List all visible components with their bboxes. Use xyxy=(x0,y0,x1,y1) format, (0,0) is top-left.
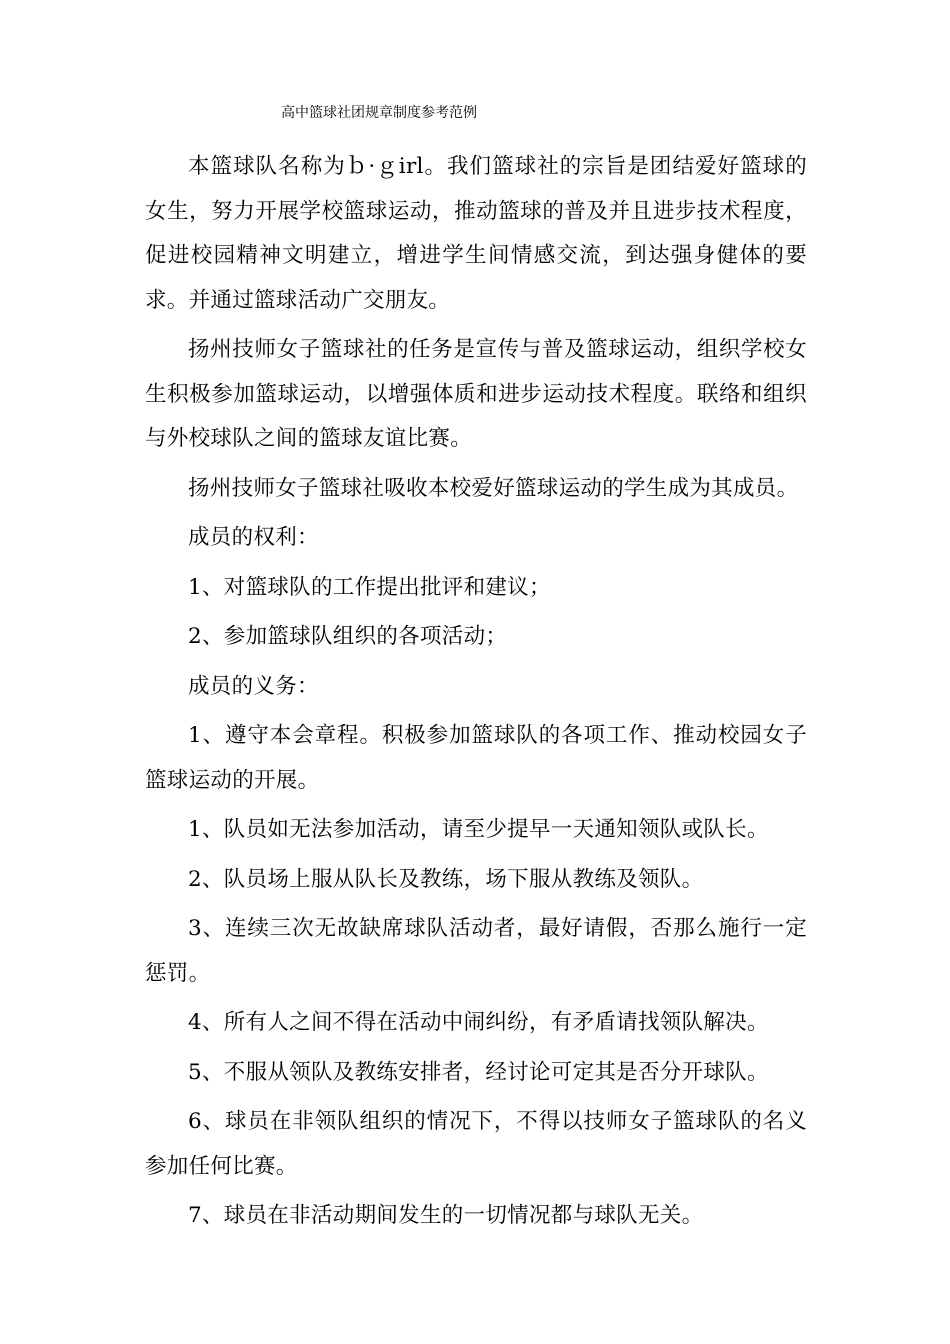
paragraph-membership: 扬州技师女子篮球社吸收本校爱好篮球运动的学生成为其成员。 xyxy=(188,475,799,501)
heading-member-rights: 成员的权利： xyxy=(188,525,319,550)
document-body xyxy=(145,145,807,1244)
paragraph-purpose: 本篮球队名称为ｂ·ｇirl。我们篮球社的宗旨是团结爱好篮球的女生，努力开展学校篮球运动，推动篮球的普及并且进步技术程度，促进校园精神文明建立，增进学生间情感交流，到达强身健体的要求。并通过篮球活动广交朋友。 xyxy=(145,154,807,313)
rule-item-2: 2、队员场上服从队长及教练，场下服从教练及领队。 xyxy=(188,866,704,892)
rule-item-7: 7、球员在非活动期间发生的一切情况都与球队无关。 xyxy=(188,1203,704,1228)
document-title: 高中篮球社团规章制度参考范例 xyxy=(281,105,477,121)
heading-member-duties: 成员的义务： xyxy=(188,673,319,699)
rule-item-4: 4、所有人之间不得在活动中闹纠纷，有矛盾请找领队解决。 xyxy=(188,1010,769,1035)
rule-item-3: 3、连续三次无故缺席球队活动者，最好请假，否那么施行一定惩罚。 xyxy=(145,916,807,986)
paragraph-tasks: 扬州技师女子篮球社的任务是宣传与普及篮球运动，组织学校女生积极参加篮球运动，以增强体质和进步运动技术程度。联络和组织与外校球队之间的篮球友谊比赛。 xyxy=(145,337,807,451)
duties-item-1: 1、遵守本会章程。积极参加篮球队的各项工作、推动校园女子篮球运动的开展。 xyxy=(145,723,807,793)
rule-item-1: 1、队员如无法参加活动，请至少提早一天通知领队或队长。 xyxy=(188,817,769,842)
rights-item-2: 2、参加篮球队组织的各项活动； xyxy=(188,624,508,649)
rights-item-1: 1、对篮球队的工作提出批评和建议； xyxy=(188,574,551,600)
rule-item-5: 5、不服从领队及教练安排者，经讨论可定其是否分开球队。 xyxy=(188,1059,769,1085)
rule-item-6: 6、球员在非领队组织的情况下，不得以技师女子篮球队的名义参加任何比赛。 xyxy=(145,1109,807,1179)
